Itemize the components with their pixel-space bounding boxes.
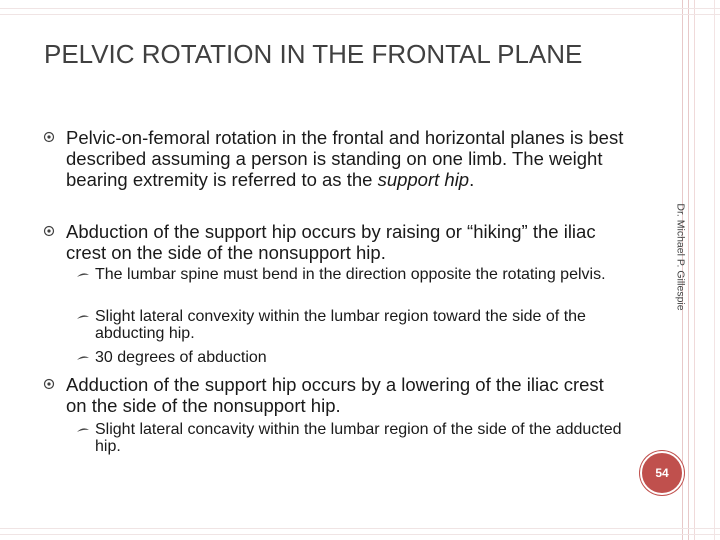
sub-bullet-item: [95, 349, 615, 366]
bullet-marker-icon: [43, 131, 55, 143]
bullet-item: [66, 221, 626, 263]
bullet-marker-icon: [43, 225, 55, 237]
bullet-text: Adduction of the support hip occurs by a lowering of the iliac crest on the side of the nonsupport hip.: [66, 374, 604, 416]
decorative-line: [0, 534, 720, 535]
sub-bullet-text: Slight lateral convexity within the lumbar region toward the side of the abducting hip.: [95, 308, 586, 342]
bullet-text: Pelvic-on-femoral rotation in the frontal and horizontal planes is best described assuming a person is standing on one limb. The weight bearing extremity is referred to as the support hip.: [66, 127, 624, 190]
decorative-line: [694, 0, 695, 540]
author-label: [668, 192, 694, 322]
sub-bullet-marker-icon: [76, 270, 90, 280]
sub-bullet-text: Slight lateral concavity within the lumbar region of the side of the adducted hip.: [95, 421, 622, 455]
bullet-item: [66, 127, 626, 190]
decorative-line: [0, 528, 720, 529]
author-name: Dr. Michael P. Gillespie: [675, 203, 687, 311]
bullet-text: Abduction of the support hip occurs by raising or “hiking” the iliac crest on the side of the nonsupport hip.: [66, 221, 596, 263]
page-number: 54: [655, 466, 669, 480]
sub-bullet-marker-icon: [76, 312, 90, 322]
decorative-line: [714, 0, 715, 540]
sub-bullet-item: [95, 308, 615, 342]
page-number-badge: [640, 451, 684, 495]
sub-bullet-text: The lumbar spine must bend in the direction opposite the rotating pelvis.: [95, 266, 606, 283]
sub-bullet-text: 30 degrees of abduction: [95, 349, 267, 366]
sub-bullet-item: [95, 421, 635, 455]
decorative-line: [0, 8, 720, 9]
emphasis-text: support hip: [377, 169, 470, 190]
sub-bullet-marker-icon: [76, 353, 90, 363]
decorative-line: [0, 14, 720, 15]
sub-bullet-item: [95, 266, 615, 283]
bullet-item: [66, 374, 626, 416]
bullet-marker-icon: [43, 378, 55, 390]
sub-bullet-marker-icon: [76, 425, 90, 435]
slide-title: PELVIC ROTATION IN THE FRONTAL PLANE: [44, 39, 583, 69]
